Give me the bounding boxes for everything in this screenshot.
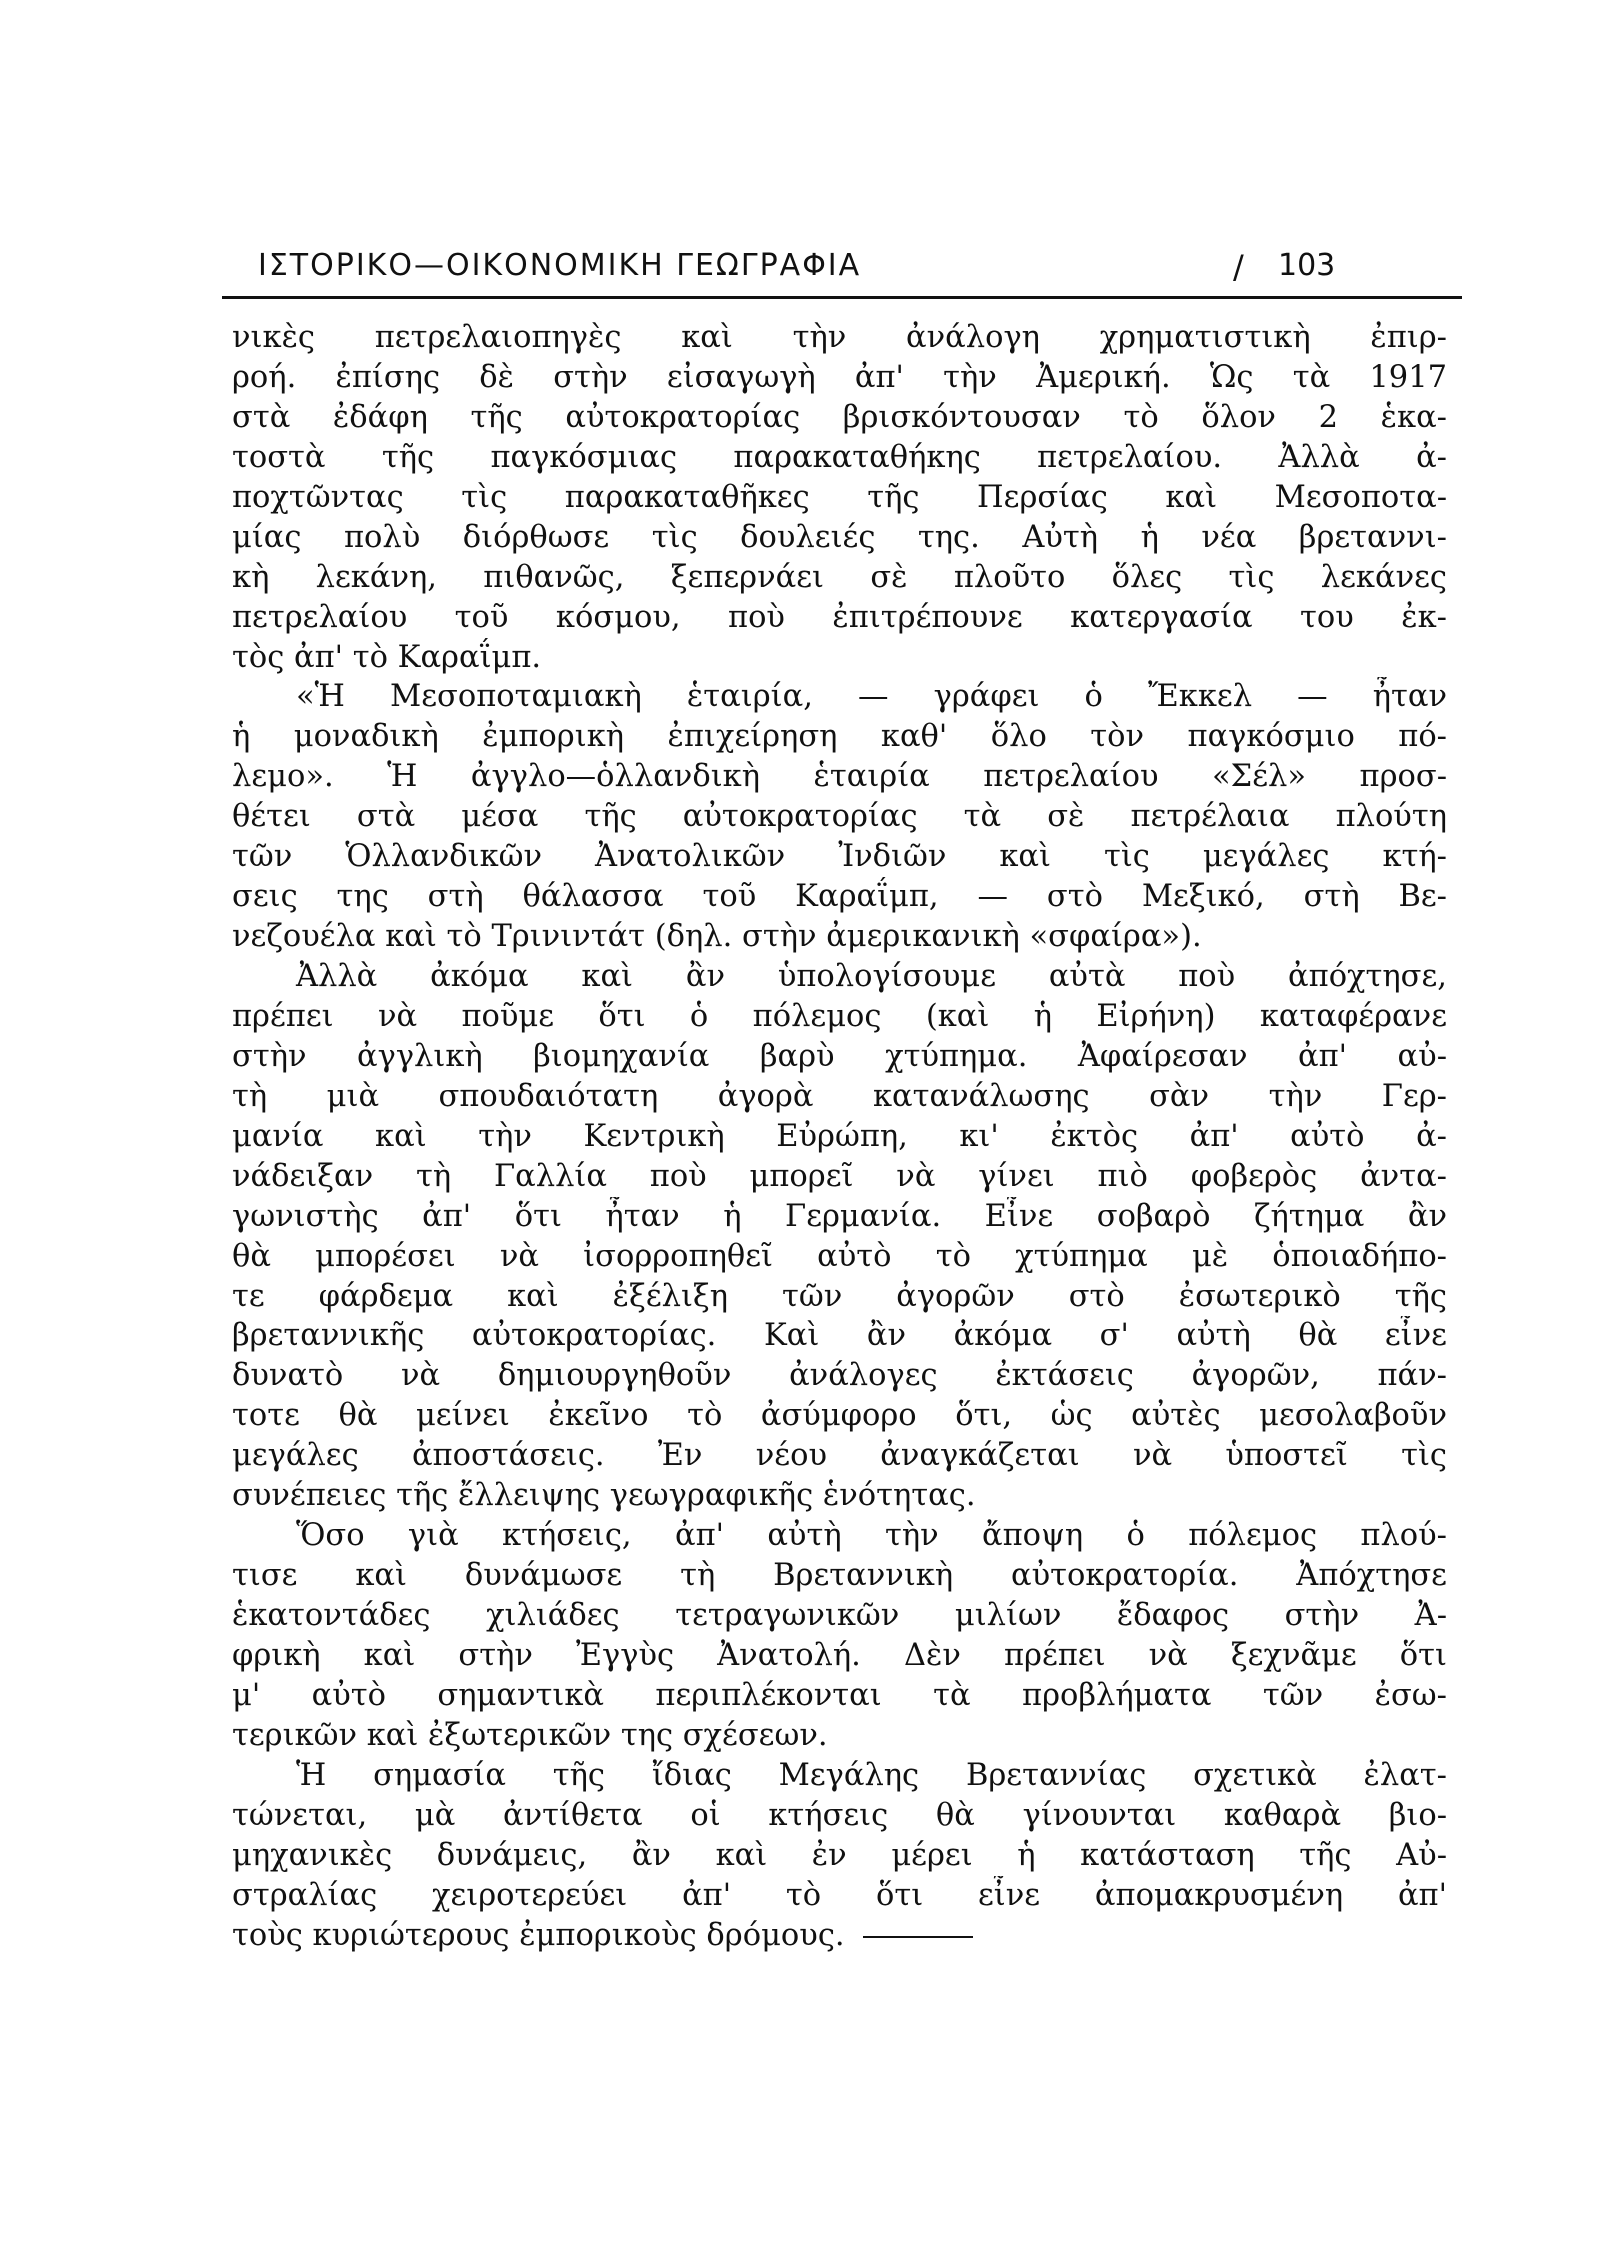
text-line: νικὲς πετρελαιοπηγὲς καὶ τὴν ἀνάλογη χρηματιστικὴ ἐπιρ- [232, 320, 1447, 355]
text-line: φρικὴ καὶ στὴν Ἐγγὺς Ἀνατολή. Δὲν πρέπει νὰ ξεχνᾶμε ὅτι [232, 1637, 1447, 1673]
text-line: τὴ μιὰ σπουδαιότατη ἀγορὰ κατανάλωσης σὰν τὴν Γερ- [232, 1078, 1447, 1114]
text-line: τώνεται, μὰ ἀντίθετα οἱ κτήσεις θὰ γίνουνται καθαρὰ βιο- [232, 1797, 1447, 1833]
text-line: γωνιστὴς ἀπ' ὅτι ἦταν ἡ Γερμανία. Εἶνε σοβαρὸ ζήτημα ἂν [232, 1198, 1447, 1234]
text-line: μ' αὐτὸ σημαντικὰ περιπλέκονται τὰ προβλήματα τῶν ἐσω- [232, 1677, 1447, 1713]
body-text [232, 318, 1447, 1955]
text-line: «Ἡ Μεσοποταμιακὴ ἑταιρία, — γράφει ὁ Ἔκκελ — ἦταν [296, 679, 1447, 715]
text-line: μηχανικὲς δυνάμεις, ἂν καὶ ἐν μέρει ἡ κατάσταση τῆς Αὐ- [232, 1837, 1447, 1873]
text-line: τισε καὶ δυνάμωσε τὴ Βρεταννικὴ αὐτοκρατορία. Ἀπόχτησε [232, 1558, 1447, 1594]
text-line: θέτει στὰ μέσα τῆς αὐτοκρατορίας τὰ σὲ πετρέλαια πλούτη [232, 799, 1447, 835]
text-line: πετρελαίου τοῦ κόσμου, ποὺ ἐπιτρέπουνε κατεργασία του ἐκ- [232, 599, 1447, 635]
text-line: μεγάλες ἀποστάσεις. Ἐν νέου ἀναγκάζεται νὰ ὑποστεῖ τὶς [232, 1438, 1447, 1474]
page-header [228, 248, 1466, 288]
text-line: ἡ μοναδικὴ ἐμπορικὴ ἐπιχείρηση καθ' ὅλο τὸν παγκόσμιο πό- [232, 719, 1447, 755]
closing-line [232, 1916, 1447, 1956]
text-line: δυνατὸ νὰ δημιουργηθοῦν ἀνάλογες ἐκτάσεις ἀγορῶν, πάν- [232, 1358, 1447, 1394]
text-line: νεζουέλα καὶ τὸ Τρινιντάτ (δηλ. στὴν ἀμερικανικὴ «σφαίρα»). [232, 919, 1202, 955]
text-line: στραλίας χειροτερεύει ἀπ' τὸ ὅτι εἶνε ἀπομακρυσμένη ἀπ' [232, 1877, 1447, 1913]
text-line: Ἀλλὰ ἀκόμα καὶ ἂν ὑπολογίσουμε αὐτὰ ποὺ ἀπόχτησε, [296, 959, 1447, 994]
page-number: 103 [1278, 248, 1336, 283]
text-line: βρεταννικῆς αὐτοκρατορίας. Καὶ ἂν ἀκόμα σ' αὐτὴ θὰ εἶνε [232, 1318, 1447, 1354]
header-rule [222, 296, 1462, 299]
text-line: μίας πολὺ διόρθωσε τὶς δουλειές της. Αὐτὴ ἡ νέα βρεταννι- [232, 519, 1447, 555]
text-line: νάδειξαν τὴ Γαλλία ποὺ μπορεῖ νὰ γίνει πιὸ φοβερὸς ἀντα- [232, 1158, 1447, 1194]
text-line: θὰ μπορέσει νὰ ἰσορροπηθεῖ αὐτὸ τὸ χτύπημα μὲ ὁποιαδήπο- [232, 1238, 1447, 1274]
text-line: ἑκατοντάδες χιλιάδες τετραγωνικῶν μιλίων ἔδαφος στὴν Ἀ- [232, 1598, 1447, 1633]
text-line: μανία καὶ τὴν Κεντρικὴ Εὐρώπη, κι' ἐκτὸς ἀπ' αὐτὸ ἀ- [232, 1118, 1447, 1154]
running-title: ΙΣΤΟΡΙΚΟ—ΟΙΚΟΝΟΜΙΚΗ ΓΕΩΓΡΑΦΙΑ [258, 248, 862, 283]
text-line: κὴ λεκάνη, πιθανῶς, ξεπερνάει σὲ πλοῦτο ὅλες τὶς λεκάνες [232, 559, 1447, 595]
text-line: συνέπειες τῆς ἔλλειψης γεωγραφικῆς ἑνότητας. [232, 1478, 976, 1514]
text-line: πρέπει νὰ ποῦμε ὅτι ὁ πόλεμος (καὶ ἡ Εἰρήνη) καταφέρανε [232, 998, 1447, 1034]
text-line: Ὅσο γιὰ κτήσεις, ἀπ' αὐτὴ τὴν ἄποψη ὁ πόλεμος πλού- [296, 1518, 1447, 1554]
text-line: τοὺς κυριώτερους ἐμπορικοὺς δρόμους. [232, 1917, 845, 1953]
text-line: σεις της στὴ θάλασσα τοῦ Καραΐμπ, — στὸ Μεξικό, στὴ Βε- [232, 879, 1447, 915]
text-line: στὴν ἀγγλικὴ βιομηχανία βαρὺ χτύπημα. Ἀφαίρεσαν ἀπ' αὐ- [232, 1038, 1447, 1074]
text-line: Ἡ σημασία τῆς ἴδιας Μεγάλης Βρεταννίας σχετικὰ ἐλατ- [296, 1757, 1447, 1793]
header-slash-mark: / [1233, 248, 1244, 286]
text-line: τοστὰ τῆς παγκόσμιας παρακαταθήκης πετρελαίου. Ἀλλὰ ἀ- [232, 439, 1447, 475]
text-line: ποχτῶντας τὶς παρακαταθῆκες τῆς Περσίας καὶ Μεσοποτα- [232, 479, 1447, 515]
text-line: τὸς ἀπ' τὸ Καραΐμπ. [232, 639, 542, 675]
text-line: τερικῶν καὶ ἐξωτερικῶν της σχέσεων. [232, 1717, 828, 1753]
text-line: τῶν Ὁλλανδικῶν Ἀνατολικῶν Ἰνδιῶν καὶ τὶς μεγάλες κτή- [232, 839, 1447, 875]
text-line: λεμο». Ἡ ἀγγλο—ὁλλανδικὴ ἑταιρία πετρελαίου «Σέλ» προσ- [232, 759, 1447, 795]
text-line: στὰ ἐδάφη τῆς αὐτοκρατορίας βρισκόντουσαν τὸ ὅλον 2 ἑκα- [232, 399, 1447, 435]
text-line: τοτε θὰ μείνει ἐκεῖνο τὸ ἀσύμφορο ὅτι, ὡς αὐτὲς μεσολαβοῦν [232, 1398, 1447, 1434]
text-line: ροή. ἐπίσης δὲ στὴν εἰσαγωγὴ ἀπ' τὴν Ἀμερική. Ὡς τὰ 1917 [232, 359, 1447, 395]
text-line: τε φάρδεμα καὶ ἐξέλιξη τῶν ἀγορῶν στὸ ἐσωτερικὸ τῆς [232, 1278, 1447, 1314]
end-rule [863, 1936, 973, 1938]
